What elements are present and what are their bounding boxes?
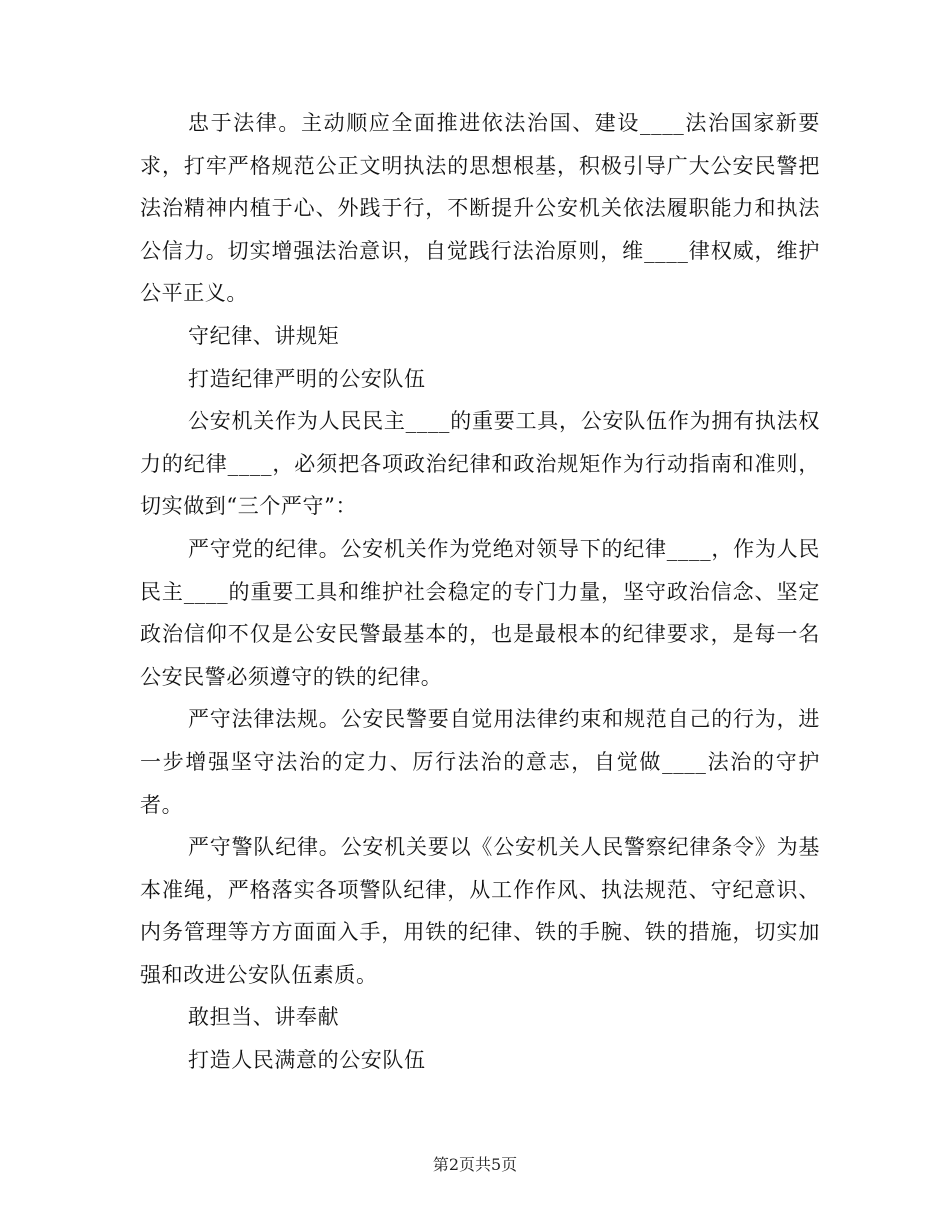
paragraph-laws-regulations: 严守法律法规。公安民警要自觉用法律约束和规范自己的行为，进一步增强坚守法治的定力、厉行法治的意志，自觉做____法治的守护者。 — [140, 707, 820, 817]
page-number: 第2页共5页 — [432, 1155, 518, 1174]
paragraph-party-discipline: 严守党的纪律。公安机关作为党绝对领导下的纪律____，作为人民民主____的重要工具和维护社会稳定的专门力量，坚守政治信念、坚定政治信仰不仅是公安民警最基本的，也是最根本的纪律要求，是每一名公安民警必须遵守的铁的纪律。 — [140, 536, 820, 689]
document-body — [140, 102, 820, 1082]
paragraph-rule-of-law: 忠于法律。主动顺应全面推进依法治国、建设____法治国家新要求，打牢严格规范公正文明执法的思想根基，积极引导广大公安民警把法治精神内植于心、外践于行，不断提升公安机关依法履职能力和执法公信力。切实增强法治意识，自觉践行法治原则，维____律权威，维护公平正义。 — [140, 111, 820, 306]
paragraph-three-strict: 公安机关作为人民民主____的重要工具，公安队伍作为拥有执法权力的纪律____，必须把各项政治纪律和政治规矩作为行动指南和准则，切实做到“三个严守”： — [140, 409, 820, 519]
section-subheading-dedication: 打造人民满意的公安队伍 — [188, 1048, 426, 1073]
section-subheading-discipline: 打造纪律严明的公安队伍 — [188, 366, 426, 391]
paragraph-police-discipline: 严守警队纪律。公安机关要以《公安机关人民警察纪律条令》为基本准绳，严格落实各项警队纪律，从工作作风、执法规范、守纪意识、内务管理等方方面面入手，用铁的纪律、铁的手腕、铁的措施，切实加强和改进公安队伍素质。 — [140, 835, 820, 987]
section-heading-discipline: 守纪律、讲规矩 — [188, 323, 340, 348]
section-heading-dedication: 敢担当、讲奉献 — [188, 1005, 340, 1030]
